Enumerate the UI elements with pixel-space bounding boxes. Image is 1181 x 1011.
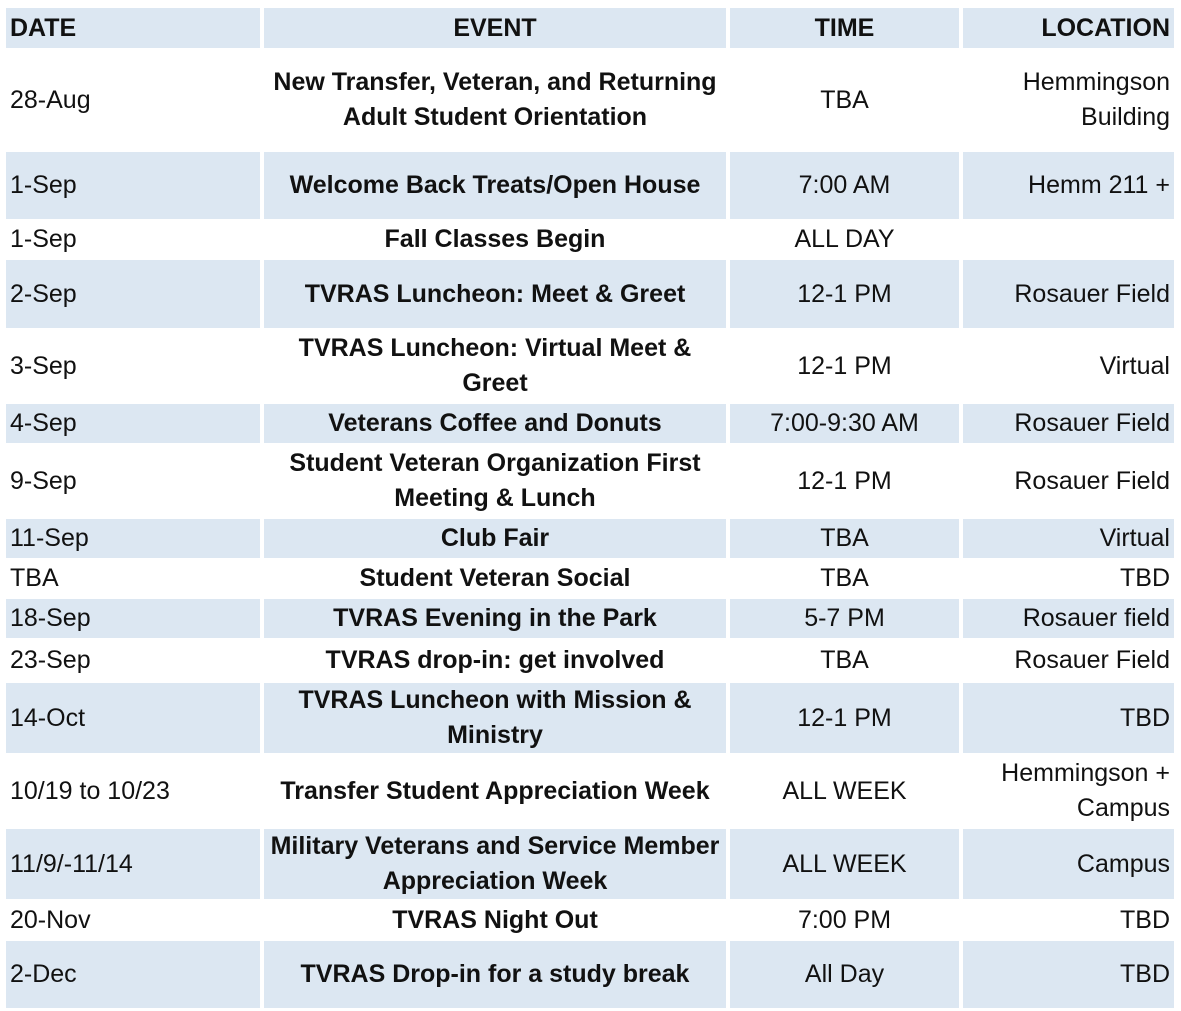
location-cell: Hemm 211 +: [963, 152, 1174, 222]
table-row: [6, 941, 1174, 1011]
event-cell: New Transfer, Veteran, and Returning Adult Student Orientation: [264, 51, 730, 152]
time-cell: 7:00 AM: [730, 152, 963, 222]
time-cell: 7:00-9:30 AM: [730, 404, 963, 446]
time-cell: TBA: [730, 641, 963, 683]
event-cell: Veterans Coffee and Donuts: [264, 404, 730, 446]
date-cell: 11-Sep: [6, 519, 264, 561]
header-time: TIME: [730, 8, 963, 51]
table-row: [6, 51, 1174, 152]
table-row: [6, 641, 1174, 683]
date-cell: 2-Sep: [6, 260, 264, 331]
date-cell: 20-Nov: [6, 902, 264, 941]
date-cell: 14-Oct: [6, 683, 264, 756]
header-event: EVENT: [264, 8, 730, 51]
date-cell: 4-Sep: [6, 404, 264, 446]
time-cell: TBA: [730, 519, 963, 561]
table-row: [6, 446, 1174, 519]
date-cell: 18-Sep: [6, 599, 264, 641]
event-cell: Club Fair: [264, 519, 730, 561]
time-cell: 12-1 PM: [730, 260, 963, 331]
table-row: [6, 561, 1174, 599]
table-row: [6, 599, 1174, 641]
date-cell: 1-Sep: [6, 152, 264, 222]
table-row: [6, 683, 1174, 756]
event-cell: Welcome Back Treats/Open House: [264, 152, 730, 222]
table-row: [6, 260, 1174, 331]
date-cell: 10/19 to 10/23: [6, 756, 264, 829]
time-cell: ALL WEEK: [730, 756, 963, 829]
location-cell: Hemmingson + Campus: [963, 756, 1174, 829]
event-cell: Student Veteran Organization First Meeting & Lunch: [264, 446, 730, 519]
time-cell: 12-1 PM: [730, 446, 963, 519]
time-cell: 7:00 PM: [730, 902, 963, 941]
event-cell: TVRAS drop-in: get involved: [264, 641, 730, 683]
date-cell: 28-Aug: [6, 51, 264, 152]
event-cell: TVRAS Luncheon: Meet & Greet: [264, 260, 730, 331]
time-cell: TBA: [730, 561, 963, 599]
time-cell: TBA: [730, 51, 963, 152]
location-cell: TBD: [963, 561, 1174, 599]
event-cell: Military Veterans and Service Member Appreciation Week: [264, 829, 730, 902]
table-row: [6, 756, 1174, 829]
location-cell: TBD: [963, 941, 1174, 1011]
location-cell: TBD: [963, 683, 1174, 756]
time-cell: 5-7 PM: [730, 599, 963, 641]
header-location: LOCATION: [963, 8, 1174, 51]
event-cell: TVRAS Night Out: [264, 902, 730, 941]
table-row: [6, 404, 1174, 446]
event-cell: Fall Classes Begin: [264, 222, 730, 260]
time-cell: 12-1 PM: [730, 683, 963, 756]
location-cell: Rosauer Field: [963, 260, 1174, 331]
event-cell: TVRAS Drop-in for a study break: [264, 941, 730, 1011]
location-cell: Rosauer Field: [963, 446, 1174, 519]
table-row: [6, 152, 1174, 222]
header-row: [6, 8, 1174, 51]
location-cell: Virtual: [963, 331, 1174, 404]
header-date: DATE: [6, 8, 264, 51]
location-cell: [963, 222, 1174, 260]
location-cell: Campus: [963, 829, 1174, 902]
date-cell: 1-Sep: [6, 222, 264, 260]
event-cell: Student Veteran Social: [264, 561, 730, 599]
table-row: [6, 331, 1174, 404]
location-cell: TBD: [963, 902, 1174, 941]
date-cell: 9-Sep: [6, 446, 264, 519]
event-cell: TVRAS Evening in the Park: [264, 599, 730, 641]
date-cell: 3-Sep: [6, 331, 264, 404]
date-cell: TBA: [6, 561, 264, 599]
time-cell: ALL DAY: [730, 222, 963, 260]
date-cell: 11/9/-11/14: [6, 829, 264, 902]
table-row: [6, 222, 1174, 260]
table-row: [6, 829, 1174, 902]
time-cell: All Day: [730, 941, 963, 1011]
events-schedule-table: [6, 8, 1174, 1011]
location-cell: Virtual: [963, 519, 1174, 561]
location-cell: Hemmingson Building: [963, 51, 1174, 152]
location-cell: Rosauer field: [963, 599, 1174, 641]
date-cell: 23-Sep: [6, 641, 264, 683]
event-cell: Transfer Student Appreciation Week: [264, 756, 730, 829]
time-cell: ALL WEEK: [730, 829, 963, 902]
location-cell: Rosauer Field: [963, 641, 1174, 683]
event-cell: TVRAS Luncheon with Mission & Ministry: [264, 683, 730, 756]
date-cell: 2-Dec: [6, 941, 264, 1011]
location-cell: Rosauer Field: [963, 404, 1174, 446]
time-cell: 12-1 PM: [730, 331, 963, 404]
table-row: [6, 902, 1174, 941]
table-row: [6, 519, 1174, 561]
event-cell: TVRAS Luncheon: Virtual Meet & Greet: [264, 331, 730, 404]
